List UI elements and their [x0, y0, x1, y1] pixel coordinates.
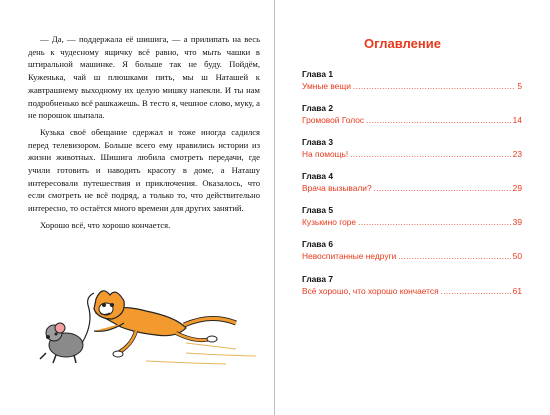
- toc-line[interactable]: [302, 285, 522, 297]
- paragraph: — Да, — поддержала её шишига, — а прилипать на весь день к чудесному ящичку всё равно, что мыть чашки в штиральной машинке. Я больше так не буду. Пойдём, Кужeнька, чай ш плюшками пить, мы ш Наташей к жавтрашнему выходному их целую мишку напекли. И ты нам подробненько всё рашкажешь. В тесто я, чешное слово, муку, а не порошок шыпала.: [28, 34, 260, 121]
- toc-entry: [302, 137, 522, 171]
- toc-chapter-label: Глава 1: [302, 69, 333, 79]
- cat-chasing-mouse-illustration: [36, 283, 276, 373]
- toc-page-number: 39: [512, 217, 522, 228]
- toc-page-number: 29: [512, 183, 522, 194]
- left-page: [0, 0, 274, 415]
- toc-entry: [302, 69, 522, 103]
- toc-entry: [302, 205, 522, 239]
- right-page: [275, 0, 550, 415]
- dot-leader: [398, 250, 510, 262]
- dot-leader: [358, 216, 511, 228]
- toc-chapter-label: Глава 7: [302, 273, 333, 284]
- toc-page-number: 61: [512, 285, 522, 296]
- dot-leader: [441, 285, 511, 297]
- toc-line[interactable]: [302, 114, 522, 126]
- toc-chapter-label: Глава 2: [302, 103, 333, 114]
- paragraph: Хорошо всё, что хорошо кончается.: [40, 219, 171, 230]
- toc-line[interactable]: [302, 250, 522, 262]
- cat-figure: [94, 291, 236, 357]
- toc-page-number: 23: [512, 149, 522, 160]
- story-text: [28, 33, 260, 236]
- dot-leader: [350, 148, 510, 160]
- toc-page-number: 14: [512, 115, 522, 126]
- toc-title-text[interactable]: Громовой Голос: [302, 115, 365, 126]
- toc-line[interactable]: [302, 80, 522, 92]
- toc-entry: [302, 171, 522, 205]
- toc-chapter-label: Глава 5: [302, 205, 333, 216]
- dot-leader: [366, 114, 511, 126]
- toc-page-number: 5: [517, 81, 522, 91]
- toc-title-text[interactable]: Врача вызывали?: [302, 183, 372, 194]
- dot-leader: [353, 80, 515, 92]
- dot-leader: [374, 182, 511, 194]
- toc-page-number: 50: [512, 251, 522, 262]
- toc-entry: [302, 274, 522, 308]
- toc-title-text[interactable]: Кузькино горе: [302, 217, 357, 228]
- toc-chapter-label: Глава 3: [302, 137, 333, 148]
- toc-chapter-label: Глава 4: [302, 171, 333, 182]
- toc-line[interactable]: [302, 216, 522, 228]
- toc-title-text[interactable]: Всё хорошо, что хорошо кончается: [302, 285, 439, 296]
- toc-title-text[interactable]: Умные вещи: [302, 81, 351, 91]
- paragraph: Кузька своё обещание сдержал и тоже иногда садился перед телевизором. Больше всего ему нравились истории из жизни животных. Шишига любила смотреть передачи, где учили готовить и наводить красоту в доме, а Наташу интересовали путешествия и приключения. Оказалось, что если смотреть не всё подряд, а только то, что действительно интересно, то остаётся много времени для других занятий.: [28, 126, 260, 214]
- toc-list: [302, 69, 522, 308]
- mouse-figure: [40, 293, 94, 363]
- toc-chapter-label: Глава 6: [302, 239, 333, 250]
- toc-title: Оглавление: [364, 36, 441, 51]
- toc-line[interactable]: [302, 148, 522, 160]
- toc-entry: [302, 103, 522, 137]
- toc-title-text[interactable]: На помощь!: [302, 149, 349, 160]
- toc-entry: [302, 239, 522, 273]
- toc-title-text[interactable]: Невоспитанные недруги: [302, 251, 397, 262]
- toc-line[interactable]: [302, 182, 522, 194]
